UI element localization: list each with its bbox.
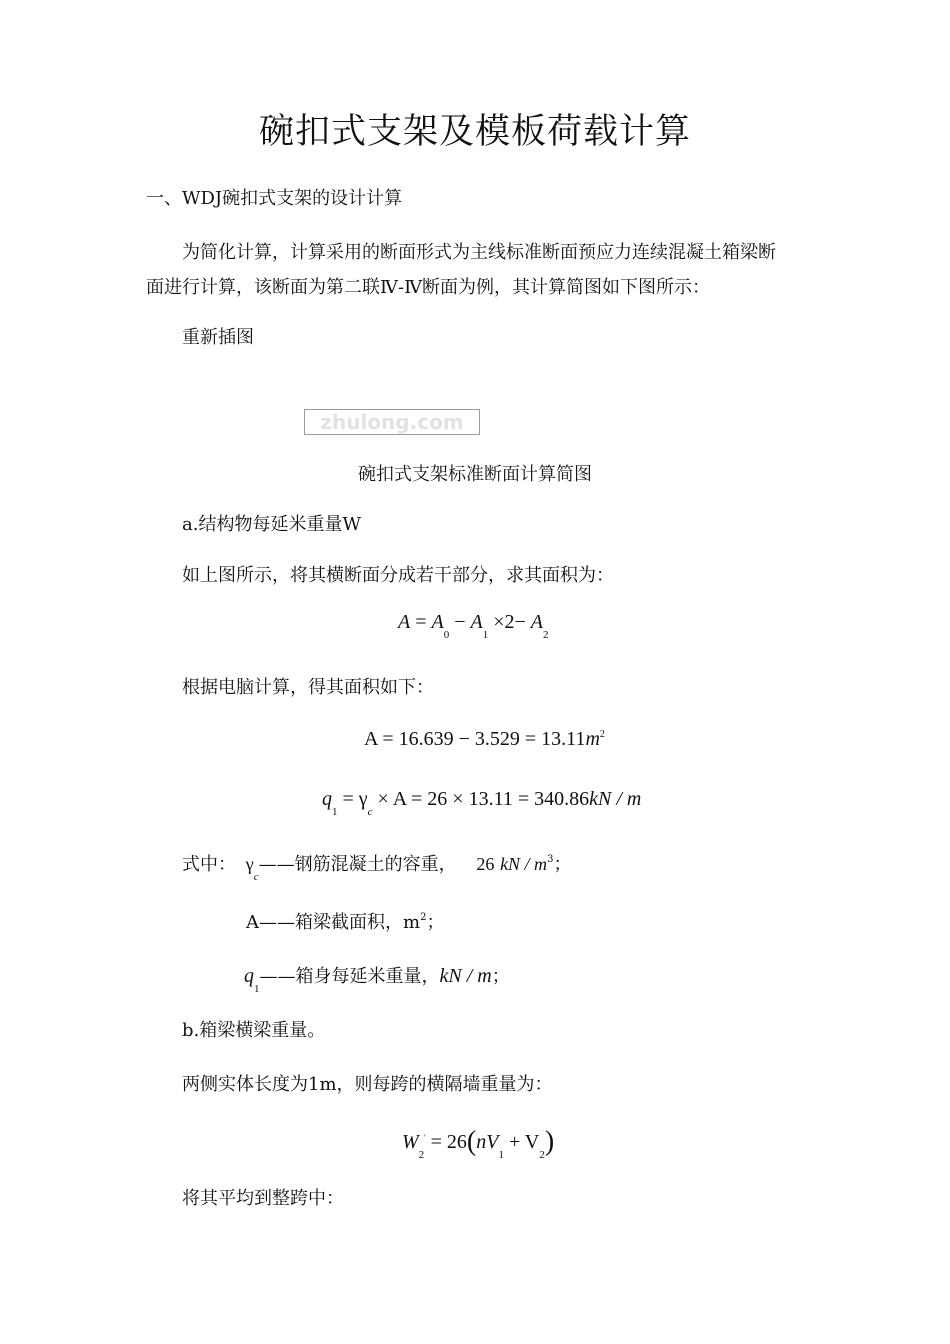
def-q-text: ——箱身每延米重量， — [259, 966, 440, 987]
equation-load-per-meter — [322, 788, 642, 818]
eq1-a1-sub: 1 — [482, 629, 489, 641]
eq4-plus: + V — [508, 1131, 540, 1153]
eq3-q: q — [322, 788, 332, 810]
average-text: 将其平均到整跨中： — [182, 1188, 344, 1209]
eq1-times-two: ×2− — [493, 611, 526, 633]
equation-crossbeam-weight — [402, 1124, 555, 1161]
eq2-unit-sup: 2 — [599, 729, 605, 740]
where-gamma-symbol: γ — [245, 854, 254, 874]
where-gamma-desc: ——钢筋混凝土的容重， — [258, 854, 457, 875]
equation-area-formula: $A = A_0 - A_1 \times 2- A_2$ — [398, 611, 549, 641]
eq4-w: W — [402, 1131, 419, 1153]
def-A-end: ； — [426, 912, 445, 933]
eq1-a2: A — [530, 611, 543, 633]
eq4-paren-open: ( — [466, 1126, 477, 1157]
eq4-w-mark: ' — [424, 1133, 426, 1142]
figure-caption: 碗扣式支架标准断面计算简图 — [358, 464, 592, 485]
eq4-nv: nV — [476, 1131, 499, 1153]
eq3-q-sub: 1 — [332, 806, 338, 818]
item-b-text: 两侧实体长度为1m，则每跨的横隔墙重量为： — [182, 1074, 553, 1095]
eq4-w-sub: 2 — [418, 1149, 425, 1161]
where-gamma-line — [182, 850, 572, 883]
def-q-unit: kN / m — [439, 965, 492, 987]
eq1-a1: A — [470, 611, 483, 633]
def-q-end: ； — [491, 966, 510, 987]
item-a-heading: a.结构物每延米重量W — [182, 514, 361, 535]
where-gamma-value: 26 — [476, 854, 495, 874]
eq3-gamma: = γ — [342, 788, 368, 810]
equation-area-result — [364, 728, 605, 751]
definition-A — [246, 908, 444, 934]
eq1-a0-sub: 0 — [443, 629, 450, 641]
watermark-logo: zhulong.com — [304, 409, 480, 435]
eq3-unit: kN / m — [589, 788, 642, 810]
eq1-a2-sub: 2 — [543, 629, 549, 641]
page-title: 碗扣式支架及模板荷载计算 — [258, 112, 691, 152]
eq1-lhs: A — [398, 611, 411, 633]
eq4-mid: = 26 — [430, 1131, 467, 1153]
where-gamma-unit: kN / m — [500, 854, 548, 874]
where-prefix: 式中： — [182, 854, 236, 875]
where-gamma-sub: c — [253, 871, 259, 883]
intro-paragraph-line-1: 为简化计算，计算采用的断面形式为主线标准断面预应力连续混凝土箱梁断 — [182, 242, 776, 263]
section-heading: 一、WDJ碗扣式支架的设计计算 — [146, 188, 403, 209]
where-gamma-end: ； — [553, 854, 572, 875]
eq4-v1-sub: 1 — [498, 1149, 504, 1161]
def-A-sup: 2 — [420, 912, 427, 923]
reinsert-figure-note: 重新插图 — [182, 327, 254, 348]
eq1-minus: − — [454, 611, 466, 633]
item-b-heading: b.箱梁横梁重量。 — [182, 1020, 326, 1041]
def-A-text: A——箱梁截面积，m — [246, 912, 421, 933]
eq3-rest: × A = 26 × 13.11 = 340.86 — [377, 788, 590, 810]
eq4-v2-sub: 2 — [539, 1149, 545, 1161]
eq3-gamma-sub: c — [367, 806, 373, 818]
definition-q1 — [244, 962, 510, 995]
eq2-body: A = 16.639 − 3.529 = 13.11 — [364, 728, 586, 750]
def-q-sub: 1 — [254, 983, 260, 995]
def-q-symbol: q — [244, 965, 254, 987]
computer-calc-text: 根据电脑计算，得其面积如下： — [182, 677, 434, 698]
eq2-unit: m — [585, 728, 600, 750]
intro-paragraph-line-2: 面进行计算，该断面为第二联Ⅳ-Ⅳ断面为例，其计算简图如下图所示： — [146, 277, 711, 298]
item-a-text: 如上图所示，将其横断面分成若干部分，求其面积为： — [182, 565, 614, 586]
eq1-a0: A — [431, 611, 444, 633]
eq4-paren-close: ) — [544, 1126, 555, 1157]
where-gamma-unit-sup: 3 — [547, 854, 554, 865]
